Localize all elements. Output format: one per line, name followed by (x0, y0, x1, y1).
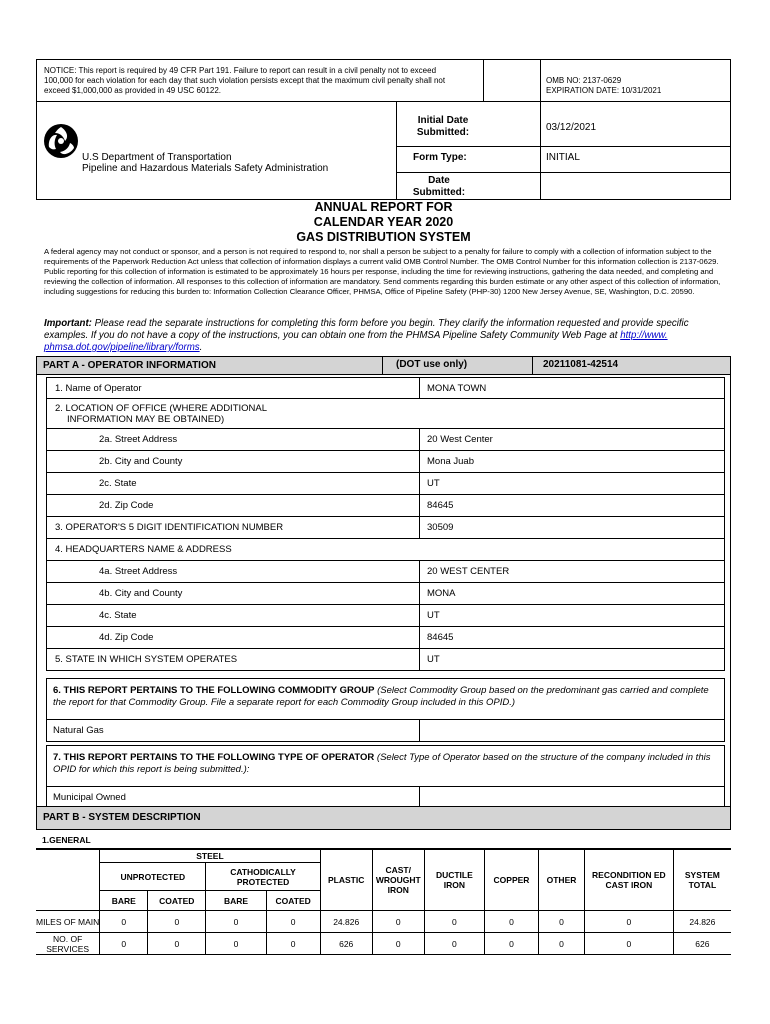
table-cell: 0 (100, 911, 148, 933)
hq-row (46, 539, 725, 561)
notice-text: NOTICE: This report is required by 49 CFR Part 191. Failure to report can result in a civil penalty not to exceed 100,000 for each violation for each day that such violation persists except that the maximum civil penalty shall not exceed $1,000,000 as provided in 49 USC 60122. (44, 66, 446, 95)
hq-state-label: 4c. State (99, 610, 137, 621)
commodity-question-bold: 6. THIS REPORT PERTAINS TO THE FOLLOWING COMMODITY GROUP (53, 685, 375, 696)
state-label: 2c. State (99, 478, 137, 489)
plastic-header: PLASTIC (320, 850, 372, 911)
general-table (36, 849, 731, 955)
table-cell: 0 (372, 933, 424, 955)
steel-header: STEEL (100, 850, 320, 863)
omb-number: OMB NO: 2137-0629 (546, 76, 622, 85)
city-value: Mona Juab (427, 456, 475, 467)
city-label: 2b. City and County (99, 456, 183, 467)
phmsa-link-cont[interactable]: phmsa.dot.gov/pipeline/library/forms (44, 342, 200, 353)
table-row (36, 911, 731, 933)
table-cell: 0 (372, 911, 424, 933)
unprot-coated-header: COATED (148, 891, 206, 911)
cast-iron-header: CAST/ WROUGHT IRON (372, 850, 424, 911)
row-label: NO. OF SERVICES (36, 933, 100, 955)
operator-name-label: 1. Name of Operator (55, 383, 142, 394)
report-id: 20211081-42514 (543, 359, 619, 370)
hq-street-row (46, 561, 725, 583)
operator-type-question-bold: 7. THIS REPORT PERTAINS TO THE FOLLOWING TYPE OF OPERATOR (53, 752, 375, 763)
table-cell: 0 (584, 911, 673, 933)
table-cell: 0 (484, 911, 538, 933)
important-label: Important: (44, 318, 92, 329)
city-row (46, 451, 725, 473)
hq-city-value: MONA (427, 588, 456, 599)
operator-type-question-italic: (Select Type of Operator based on the structure of the company included in this OPID for which this report is being submitted.): (53, 752, 711, 775)
location-label-cont: INFORMATION MAY BE OBTAINED) (67, 414, 225, 425)
part-b-title: PART B - SYSTEM DESCRIPTION (43, 812, 201, 823)
hq-street-label: 4a. Street Address (99, 566, 178, 577)
table-cell: 0 (424, 933, 484, 955)
table-cell: 626 (673, 933, 731, 955)
hq-city-row (46, 583, 725, 605)
table-cell: 0 (539, 911, 585, 933)
table-row (36, 933, 731, 955)
system-state-label: 5. STATE IN WHICH SYSTEM OPERATES (55, 654, 238, 665)
cathodic-bare-header: BARE (206, 891, 266, 911)
table-cell: 0 (100, 933, 148, 955)
general-label: 1.GENERAL (42, 835, 91, 845)
hq-zip-label: 4d. Zip Code (99, 632, 154, 643)
agency-name: Pipeline and Hazardous Materials Safety Administration (82, 163, 329, 174)
street-value: 20 West Center (427, 434, 493, 445)
table-cell: 0 (266, 911, 320, 933)
system-state-row (46, 649, 725, 671)
operator-name-row (46, 377, 725, 399)
hq-zip-value: 84645 (427, 632, 454, 643)
general-header (36, 830, 731, 849)
state-value: UT (427, 478, 440, 489)
street-row (46, 429, 725, 451)
table-cell: 626 (320, 933, 372, 955)
opid-label: 3. OPERATOR'S 5 DIGIT IDENTIFICATION NUMBER (55, 522, 284, 533)
operator-type-question (53, 752, 717, 776)
table-cell: 0 (206, 933, 266, 955)
operator-type-question-row (46, 745, 725, 787)
table-cell: 0 (206, 911, 266, 933)
initial-date-value: 03/12/2021 (546, 122, 597, 133)
table-cell: 24.826 (320, 911, 372, 933)
system-state-value: UT (427, 654, 440, 665)
hq-city-label: 4b. City and County (99, 588, 183, 599)
ductile-iron-header: DUCTILE IRON (424, 850, 484, 911)
table-cell: 0 (148, 933, 206, 955)
zip-label: 2d. Zip Code (99, 500, 154, 511)
initial-date-label: Initial Date Submitted: (416, 115, 470, 138)
table-cell: 0 (584, 933, 673, 955)
location-row (46, 399, 725, 429)
commodity-question-italic: (Select Commodity Group based on the predominant gas carried and complete the report for that Commodity Group. File a separate report for each Commodity Group included in this OPID.) (53, 685, 709, 708)
zip-value: 84645 (427, 500, 454, 511)
commodity-value-row (46, 720, 725, 742)
location-label: 2. LOCATION OF OFFICE (WHERE ADDITIONAL (55, 403, 268, 414)
row-label: MILES OF MAIN (36, 911, 100, 933)
expiration-date: EXPIRATION DATE: 10/31/2021 (546, 86, 662, 95)
important-text: Please read the separate instructions for completing this form before you begin. They clarify the information requested and provide specific examples. If you do not have a copy of the instructions, you can obtain one from the PHMSA Pipeline Safety Community Web Page at (44, 318, 689, 341)
report-title-line2: CALENDAR YEAR 2020 (313, 215, 454, 229)
cathodic-coated-header: COATED (266, 891, 320, 911)
cathodic-header: CATHODICALLY PROTECTED (206, 863, 320, 891)
table-cell: 0 (148, 911, 206, 933)
unprotected-header: UNPROTECTED (100, 863, 206, 891)
commodity-question (53, 685, 717, 709)
hq-state-row (46, 605, 725, 627)
recon-cast-iron-header: RECONDITION ED CAST IRON (584, 850, 673, 911)
date-submitted-label: Date Submitted: (412, 175, 466, 198)
table-cell: 0 (539, 933, 585, 955)
table-cell: 0 (484, 933, 538, 955)
department-name: U.S Department of Transportation (82, 152, 232, 163)
operator-type-value: Municipal Owned (53, 792, 126, 803)
report-title-line3: GAS DISTRIBUTION SYSTEM (296, 230, 471, 244)
table-cell: 24.826 (673, 911, 731, 933)
form-type-label: Form Type: (413, 152, 467, 163)
dot-logo-icon (43, 123, 79, 159)
dot-use-label: (DOT use only) (396, 359, 468, 370)
hq-street-value: 20 WEST CENTER (427, 566, 510, 577)
phmsa-link[interactable]: http://www. (620, 330, 668, 341)
hq-zip-row (46, 627, 725, 649)
hq-label: 4. HEADQUARTERS NAME & ADDRESS (55, 544, 232, 555)
hq-state-value: UT (427, 610, 440, 621)
opid-value: 30509 (427, 522, 454, 533)
commodity-question-row (46, 678, 725, 720)
burden-statement: A federal agency may not conduct or sponsor, and a person is not required to respond to, nor shall a person be subject to a penalty for failure to comply with a collection of information subject to the requirements of the Paperwork Reduction Act unless that collection of information displays a current valid OMB Control Number. The OMB Control Number for this information collection is 2137-0629. Public reporting for this collection of information is estimated to be approximately 16 hours per response, including the time for reviewing instructions, gathering the data needed, and completing and reviewing the collection of information. All responses to this collection of information are mandatory. Send comments regarding this burden estimate or any other aspect of this collection of information, including suggestions for reducing this burden to: Information Collection Clearance Officer, PHMSA, Office of Pipeline Safety (PHP-30) 1200 New Jersey Avenue, SE, Washington, D.C. 20590. (44, 247, 721, 296)
part-a-title: PART A - OPERATOR INFORMATION (43, 360, 216, 371)
other-header: OTHER (539, 850, 585, 911)
table-cell: 0 (424, 911, 484, 933)
table-cell: 0 (266, 933, 320, 955)
opid-row (46, 517, 725, 539)
report-title-line1: ANNUAL REPORT FOR (314, 200, 453, 214)
operator-name-value: MONA TOWN (427, 383, 487, 394)
state-row (46, 473, 725, 495)
unprot-bare-header: BARE (100, 891, 148, 911)
part-b-header (36, 806, 731, 830)
street-label: 2a. Street Address (99, 434, 178, 445)
important-note (44, 318, 724, 354)
zip-row (46, 495, 725, 517)
system-total-header: SYSTEM TOTAL (673, 850, 731, 911)
important-end: . (199, 342, 203, 353)
form-type-value: INITIAL (546, 152, 580, 163)
commodity-value: Natural Gas (53, 725, 104, 736)
copper-header: COPPER (484, 850, 538, 911)
